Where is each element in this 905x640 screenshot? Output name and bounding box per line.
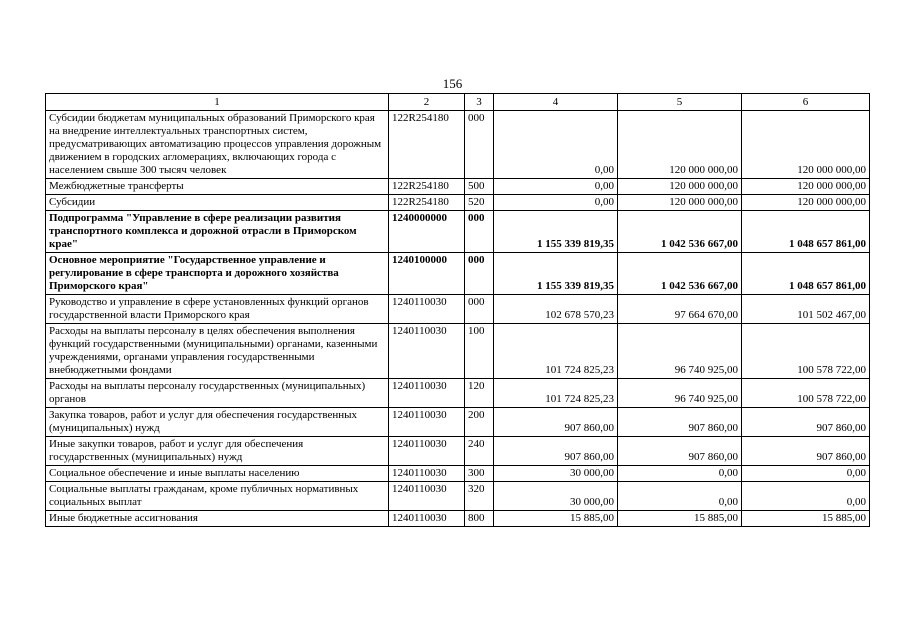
page-number: 156 — [442, 76, 463, 91]
amount-cell: 1 048 657 861,00 — [742, 211, 870, 253]
amount-cell: 0,00 — [494, 195, 618, 211]
amount-cell: 907 860,00 — [742, 437, 870, 466]
table-row — [46, 408, 870, 437]
table-row — [46, 111, 870, 179]
description-cell: Подпрограмма "Управление в сфере реализации развития транспортного комплекса и дорожной отрасли в Приморском крае" — [46, 211, 389, 253]
amount-cell: 96 740 925,00 — [618, 324, 742, 379]
table-row — [46, 195, 870, 211]
target-code-cell: 1240110030 — [389, 511, 465, 527]
description-cell: Субсидии — [46, 195, 389, 211]
amount-cell: 0,00 — [494, 179, 618, 195]
amount-cell: 907 860,00 — [494, 408, 618, 437]
amount-cell: 100 578 722,00 — [742, 324, 870, 379]
target-code-cell: 1240110030 — [389, 295, 465, 324]
amount-cell: 102 678 570,23 — [494, 295, 618, 324]
expense-type-cell: 500 — [465, 179, 494, 195]
amount-cell: 120 000 000,00 — [742, 195, 870, 211]
target-code-cell: 1240000000 — [389, 211, 465, 253]
target-code-cell: 1240110030 — [389, 379, 465, 408]
amount-cell: 30 000,00 — [494, 466, 618, 482]
target-code-cell: 122R254180 — [389, 111, 465, 179]
amount-cell: 120 000 000,00 — [742, 179, 870, 195]
target-code-cell: 1240110030 — [389, 482, 465, 511]
amount-cell: 1 155 339 819,35 — [494, 253, 618, 295]
header-cell: 3 — [465, 94, 494, 111]
target-code-cell: 122R254180 — [389, 195, 465, 211]
description-cell: Расходы на выплаты персоналу в целях обеспечения выполнения функций государственными (муниципальными) органами, казенными учреждениями, органами управления государственными внебюджетными фондами — [46, 324, 389, 379]
amount-cell: 120 000 000,00 — [618, 111, 742, 179]
amount-cell: 0,00 — [742, 482, 870, 511]
amount-cell: 0,00 — [742, 466, 870, 482]
expense-type-cell: 200 — [465, 408, 494, 437]
expense-type-cell: 300 — [465, 466, 494, 482]
budget-table — [45, 93, 870, 527]
header-cell: 6 — [742, 94, 870, 111]
amount-cell: 101 724 825,23 — [494, 324, 618, 379]
amount-cell: 1 042 536 667,00 — [618, 253, 742, 295]
table-row — [46, 324, 870, 379]
description-cell: Иные закупки товаров, работ и услуг для обеспечения государственных (муниципальных) нужд — [46, 437, 389, 466]
amount-cell: 30 000,00 — [494, 482, 618, 511]
table-row — [46, 295, 870, 324]
target-code-cell: 1240110030 — [389, 408, 465, 437]
description-cell: Закупка товаров, работ и услуг для обеспечения государственных (муниципальных) нужд — [46, 408, 389, 437]
target-code-cell: 122R254180 — [389, 179, 465, 195]
amount-cell: 907 860,00 — [618, 408, 742, 437]
amount-cell: 120 000 000,00 — [618, 179, 742, 195]
header-row — [46, 94, 870, 111]
expense-type-cell: 000 — [465, 111, 494, 179]
amount-cell: 15 885,00 — [618, 511, 742, 527]
description-cell: Социальное обеспечение и иные выплаты населению — [46, 466, 389, 482]
expense-type-cell: 000 — [465, 253, 494, 295]
amount-cell: 0,00 — [618, 482, 742, 511]
amount-cell: 15 885,00 — [494, 511, 618, 527]
expense-type-cell: 100 — [465, 324, 494, 379]
description-cell: Межбюджетные трансферты — [46, 179, 389, 195]
amount-cell: 120 000 000,00 — [742, 111, 870, 179]
amount-cell: 100 578 722,00 — [742, 379, 870, 408]
table-row — [46, 437, 870, 466]
amount-cell: 1 048 657 861,00 — [742, 253, 870, 295]
header-cell: 5 — [618, 94, 742, 111]
amount-cell: 97 664 670,00 — [618, 295, 742, 324]
description-cell: Субсидии бюджетам муниципальных образований Приморского края на внедрение интеллектуальных транспортных систем, предусматривающих автоматизацию процессов управления дорожным движением в городских агломерациях, включающих города с населением свыше 300 тысяч человек — [46, 111, 389, 179]
amount-cell: 96 740 925,00 — [618, 379, 742, 408]
header-cell: 1 — [46, 94, 389, 111]
amount-cell: 907 860,00 — [618, 437, 742, 466]
amount-cell: 1 155 339 819,35 — [494, 211, 618, 253]
header-cell: 2 — [389, 94, 465, 111]
table-row — [46, 482, 870, 511]
table-row — [46, 511, 870, 527]
table-row — [46, 253, 870, 295]
expense-type-cell: 120 — [465, 379, 494, 408]
target-code-cell: 1240100000 — [389, 253, 465, 295]
description-cell: Основное мероприятие "Государственное управление и регулирование в сфере транспорта и дорожного хозяйства Приморского края" — [46, 253, 389, 295]
expense-type-cell: 000 — [465, 211, 494, 253]
table-row — [46, 466, 870, 482]
table-row — [46, 179, 870, 195]
description-cell: Расходы на выплаты персоналу государственных (муниципальных) органов — [46, 379, 389, 408]
table-row — [46, 211, 870, 253]
amount-cell: 907 860,00 — [742, 408, 870, 437]
target-code-cell: 1240110030 — [389, 466, 465, 482]
expense-type-cell: 240 — [465, 437, 494, 466]
description-cell: Социальные выплаты гражданам, кроме публичных нормативных социальных выплат — [46, 482, 389, 511]
amount-cell: 1 042 536 667,00 — [618, 211, 742, 253]
amount-cell: 15 885,00 — [742, 511, 870, 527]
target-code-cell: 1240110030 — [389, 324, 465, 379]
amount-cell: 120 000 000,00 — [618, 195, 742, 211]
expense-type-cell: 320 — [465, 482, 494, 511]
description-cell: Руководство и управление в сфере установленных функций органов государственной власти Приморского края — [46, 295, 389, 324]
amount-cell: 101 502 467,00 — [742, 295, 870, 324]
description-cell: Иные бюджетные ассигнования — [46, 511, 389, 527]
expense-type-cell: 000 — [465, 295, 494, 324]
target-code-cell: 1240110030 — [389, 437, 465, 466]
table-row — [46, 379, 870, 408]
amount-cell: 907 860,00 — [494, 437, 618, 466]
expense-type-cell: 520 — [465, 195, 494, 211]
expense-type-cell: 800 — [465, 511, 494, 527]
amount-cell: 101 724 825,23 — [494, 379, 618, 408]
amount-cell: 0,00 — [494, 111, 618, 179]
header-cell: 4 — [494, 94, 618, 111]
amount-cell: 0,00 — [618, 466, 742, 482]
